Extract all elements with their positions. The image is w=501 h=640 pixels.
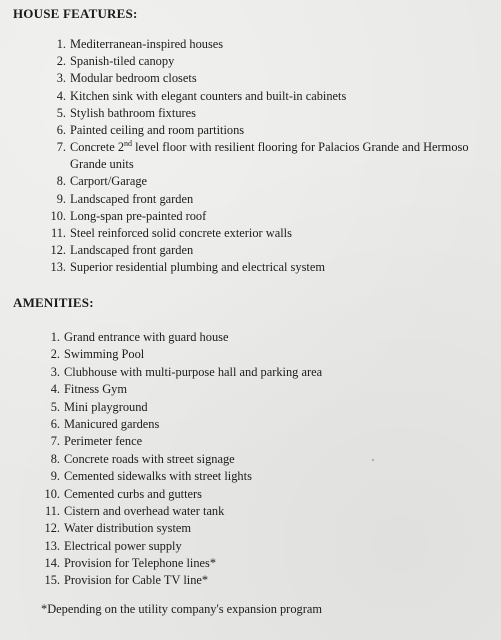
item-text: Provision for Telephone lines* [64,556,217,571]
item-text: Painted ceiling and room partitions [70,123,245,138]
item-text: Cistern and overhead water tank [64,503,225,518]
item-text: Landscaped front garden [70,243,194,258]
item-text: Perimeter fence [64,434,143,449]
item-number: 10. [44,486,60,501]
item-text: Electrical power supply [64,538,182,553]
list-item [44,208,489,225]
item-text: Clubhouse with multi-purpose hall and parking area [64,364,323,379]
list-item [44,105,489,122]
list-item [38,399,483,416]
scan-speck [372,459,374,461]
item-number: 11. [50,226,66,241]
list-item [44,53,489,70]
footnote: *Depending on the utility company's expansion program [41,602,322,616]
item-text: Water distribution system [64,521,192,536]
item-text: Cemented sidewalks with street lights [64,469,252,484]
list-item [38,468,483,485]
item-number: 6. [50,416,60,431]
list-item [44,139,489,173]
item-number: 1. [56,37,66,51]
item-number: 7. [56,140,66,155]
list-item [38,451,483,468]
item-number: 6. [56,123,66,138]
item-number: 2. [50,347,60,362]
item-number: 5. [50,399,60,414]
list-item [44,225,489,242]
item-number: 8. [56,174,66,189]
list-item [38,538,483,555]
item-text: Superior residential plumbing and electrical system [70,260,325,275]
item-text: Concrete roads with street signage [64,451,235,466]
list-item [38,381,483,398]
item-text: Modular bedroom closets [70,71,197,86]
item-number: 13. [44,538,60,553]
item-text: Fitness Gym [64,382,127,397]
list-item [44,70,489,87]
item-number: 2. [56,54,66,69]
item-text: Grand entrance with guard house [64,330,229,344]
list-item [44,259,489,276]
item-number: 12. [44,521,60,536]
item-number: 1. [50,330,60,344]
list-item [38,329,483,346]
list-item [38,555,483,572]
item-text: Manicured gardens [64,416,160,431]
item-text: Kitchen sink with elegant counters and built-in cabinets [70,88,347,103]
list-item [38,416,483,433]
list-item [38,520,483,537]
list-item [44,242,489,259]
amenities-list [38,329,483,590]
item-number: 13. [50,260,66,275]
item-number: 8. [50,451,60,466]
item-text: Spanish-tiled canopy [70,54,175,69]
item-number: 4. [50,382,60,397]
house-features-list [44,36,489,277]
item-text [70,139,480,173]
list-item [44,173,489,190]
ordinal-suffix: nd [124,139,133,149]
item-number: 15. [44,573,60,588]
item-number: 11. [44,503,60,518]
list-item [38,572,483,589]
item-number: 9. [56,191,66,206]
item-text: Mediterranean-inspired houses [70,37,224,51]
item-number: 9. [50,469,60,484]
item-number: 5. [56,105,66,120]
list-item [38,433,483,450]
list-item [44,36,489,53]
item-text: Steel reinforced solid concrete exterior walls [70,226,292,241]
item-text: Provision for Cable TV line* [64,573,209,588]
item-text-end: level floor with resilient flooring for Palacios Grande and Hermoso Grande units [70,140,469,172]
list-item [44,122,489,139]
list-item [44,191,489,208]
item-text: Cemented curbs and gutters [64,486,202,501]
item-text-start: Concrete 2 [70,140,125,155]
amenities-heading: AMENITIES: [13,295,94,310]
list-item [38,486,483,503]
item-number: 4. [56,88,66,103]
item-number: 7. [50,434,60,449]
list-item [38,346,483,363]
item-number: 12. [50,243,66,258]
item-number: 10. [50,208,66,223]
item-number: 3. [56,71,66,86]
item-text: Swimming Pool [64,347,145,362]
item-number: 14. [44,556,60,571]
item-text: Carport/Garage [70,174,148,189]
list-item [38,364,483,381]
item-text: Landscaped front garden [70,191,194,206]
item-text: Mini playground [64,399,148,414]
item-text: Long-span pre-painted roof [70,208,207,223]
item-number: 3. [50,364,60,379]
item-text: Stylish bathroom fixtures [70,105,196,120]
house-features-heading: HOUSE FEATURES: [13,6,138,21]
list-item [44,88,489,105]
list-item [38,503,483,520]
